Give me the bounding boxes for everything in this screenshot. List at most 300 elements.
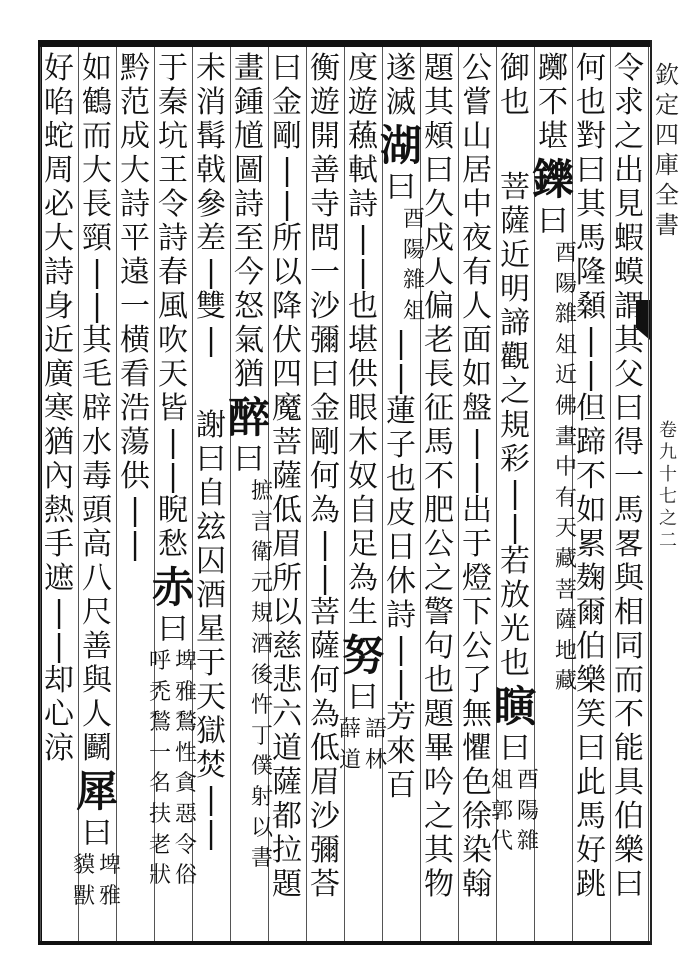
annotation-char: 老 — [148, 832, 171, 858]
column-char: 近 — [44, 323, 74, 358]
column-char: 題 — [424, 697, 454, 732]
column-char: 笑 — [576, 697, 606, 732]
column-char: 于 — [462, 527, 492, 562]
column-char: 句 — [424, 629, 454, 664]
column-char: 遊 — [348, 85, 378, 120]
border-top — [38, 40, 650, 47]
column-char: 顙 — [576, 289, 606, 324]
column-char: 何 — [310, 663, 340, 698]
column-char: 風 — [158, 289, 188, 324]
column-char: 自 — [348, 493, 378, 528]
column-char: | — [281, 153, 293, 188]
column-char: 猶 — [44, 425, 74, 460]
column-char: | — [357, 255, 369, 290]
annotation-char: 元 — [250, 570, 273, 596]
margin-title-char: 欽 — [655, 61, 679, 89]
column-char: 低 — [310, 731, 340, 766]
column-char: 菩 — [500, 170, 530, 205]
column-char: 供 — [348, 357, 378, 392]
column-char: 問 — [310, 221, 340, 256]
column-char: 也 — [424, 663, 454, 698]
annotation-pair — [71, 851, 123, 912]
column-char: 隆 — [576, 255, 606, 290]
column-char: 詩 — [348, 187, 378, 222]
annotation-char: 陽 — [516, 798, 539, 824]
annotation-char: 酉 — [402, 207, 425, 232]
annotation-char: 畫 — [554, 424, 577, 450]
column-char: 曰 — [500, 731, 530, 766]
column-char: 曰 — [158, 612, 188, 647]
annotation-right — [515, 766, 541, 858]
column-char: | — [319, 527, 331, 562]
column-char: 遂 — [386, 51, 416, 86]
annotation-char: 天 — [554, 516, 577, 542]
column-char: 下 — [462, 595, 492, 630]
column-char: 如 — [82, 51, 112, 86]
column-char: 何 — [576, 51, 606, 86]
column-char: 堪 — [538, 119, 568, 154]
column-char: 征 — [424, 391, 454, 426]
annotation-right — [97, 851, 123, 912]
heading-char: 赤 — [151, 563, 194, 612]
column-char: 木 — [348, 425, 378, 460]
column-char: 徐 — [462, 799, 492, 834]
column-char: 于 — [196, 646, 226, 681]
column-char: 彌 — [310, 323, 340, 358]
column-char: 剛 — [272, 119, 302, 154]
column-char: 鶴 — [82, 85, 112, 120]
column-char: 足 — [348, 527, 378, 562]
column-char: 毒 — [82, 459, 112, 494]
column-char: 翰 — [462, 867, 492, 902]
column-char: 得 — [614, 425, 644, 460]
column-char: 衡 — [310, 51, 340, 86]
column-char: 其 — [424, 833, 454, 868]
column-char: 星 — [196, 612, 226, 647]
column-char: 所 — [272, 561, 302, 596]
column-char: | — [281, 187, 293, 222]
column-char: 蟆 — [614, 255, 644, 290]
column-char: | — [205, 255, 217, 290]
column-char: 同 — [614, 629, 644, 664]
column-char: 面 — [462, 323, 492, 358]
column-char: 求 — [614, 85, 644, 120]
column-char: 長 — [82, 187, 112, 222]
annotation-char: 埤 — [174, 649, 197, 674]
margin-volume-char: 九 — [659, 442, 677, 463]
annotation-char: 佛 — [554, 393, 577, 419]
column-char: 也 — [500, 85, 530, 120]
column-char: 玆 — [196, 510, 226, 545]
column-char: 滅 — [386, 85, 416, 120]
margin-title-char: 書 — [655, 211, 679, 239]
column-char: 遠 — [120, 255, 150, 290]
column-char: | — [357, 221, 369, 256]
column-char: 薩 — [272, 459, 302, 494]
column-char: 長 — [424, 357, 454, 392]
column-char: 謂 — [614, 289, 644, 324]
column-char: 天 — [158, 357, 188, 392]
column-char: 以 — [272, 255, 302, 290]
column-char: 今 — [234, 255, 264, 290]
column-char: 看 — [120, 357, 150, 392]
annotation-char: 菩 — [554, 577, 577, 603]
annotation-char: 貪 — [174, 771, 197, 797]
column-char: 囚 — [196, 544, 226, 579]
annotation-char: 雜 — [554, 302, 577, 328]
column-char: 雙 — [196, 289, 226, 324]
column-char: | — [129, 493, 141, 528]
column-char: | — [471, 459, 483, 494]
column-char: 子 — [386, 428, 416, 464]
column-char: 樂 — [614, 833, 644, 868]
heading-char: 湖 — [379, 121, 422, 170]
annotation-char: 近 — [554, 363, 577, 389]
column-char: 公 — [424, 527, 454, 562]
column-char: | — [205, 782, 217, 817]
border-bottom — [38, 941, 650, 945]
column-char: 黔 — [120, 51, 150, 86]
column-char: 詩 — [44, 255, 74, 290]
column-char: | — [509, 476, 521, 511]
annotation-char: 丁 — [250, 723, 273, 749]
column-char: 平 — [120, 221, 150, 256]
column-char: 夜 — [462, 221, 492, 256]
column-char: 廣 — [44, 357, 74, 392]
annotation-char: 地 — [554, 638, 577, 664]
column-char: 獄 — [196, 714, 226, 749]
annotation-char: 俎 — [554, 332, 577, 358]
column-char: 為 — [348, 561, 378, 596]
column-char: 詩 — [234, 187, 264, 222]
column-char: 明 — [500, 272, 530, 307]
annotation-char: 俎 — [490, 768, 513, 793]
column-char: 愁 — [158, 527, 188, 562]
column-char: 樂 — [576, 663, 606, 698]
column-char: 人 — [82, 697, 112, 732]
annotation-char: 語 — [364, 717, 387, 742]
column-char: 伏 — [272, 323, 302, 358]
column-char: 來 — [386, 734, 416, 770]
column-char: 眉 — [272, 527, 302, 562]
column-char: 之 — [500, 374, 530, 409]
annotation-char: 郭 — [490, 798, 513, 824]
annotation-char: 俗 — [174, 863, 197, 889]
column-char: 善 — [310, 153, 340, 188]
column-char: 高 — [82, 527, 112, 562]
column-char: 秦 — [158, 85, 188, 120]
annotation-char: 名 — [148, 771, 171, 797]
column-char: 大 — [120, 153, 150, 188]
column-char: 其 — [614, 323, 644, 358]
column-char: 身 — [44, 289, 74, 324]
column-char: 堪 — [348, 323, 378, 358]
column-char: 色 — [462, 765, 492, 800]
annotation-char: 藏 — [554, 546, 577, 572]
column-char: 春 — [158, 255, 188, 290]
column-char: | — [395, 632, 407, 668]
heading-char: 鑠 — [531, 155, 574, 204]
annotation-char: 酉 — [516, 768, 539, 793]
column-char: 蘓 — [348, 119, 378, 154]
annotation-char: 薛 — [338, 717, 361, 742]
column-char: 觀 — [500, 340, 530, 375]
margin-title-char: 四 — [655, 121, 679, 149]
column-char: 相 — [614, 595, 644, 630]
annotation-char: 令 — [174, 832, 197, 858]
column-char: 范 — [120, 85, 150, 120]
column-char: 戍 — [424, 221, 454, 256]
column-char: 善 — [82, 629, 112, 664]
column-char: 此 — [576, 765, 606, 800]
column-char: 酒 — [196, 578, 226, 613]
annotation-char: 獸 — [72, 883, 95, 909]
column-char: 之 — [614, 119, 644, 154]
column-char: 肥 — [424, 493, 454, 528]
column-char: | — [471, 425, 483, 460]
annotation-char: 雅 — [98, 883, 121, 909]
annotation-char: 酒 — [250, 631, 273, 657]
column-char: 一 — [120, 289, 150, 324]
column-char: 曰 — [310, 357, 340, 392]
annotation-char: 陽 — [554, 271, 577, 297]
column-char: 奴 — [348, 459, 378, 494]
column-char: 眼 — [348, 391, 378, 426]
column-char: 好 — [576, 833, 606, 868]
column-char: 對 — [576, 119, 606, 154]
column-char: 周 — [44, 153, 74, 188]
column-char: 蕩 — [120, 425, 150, 460]
column-char: 自 — [196, 476, 226, 511]
column-char: 蛇 — [44, 119, 74, 154]
annotation-char: 規 — [250, 601, 273, 627]
column-char: | — [53, 595, 65, 630]
column-char: 金 — [272, 85, 302, 120]
column-char: 所 — [272, 221, 302, 256]
column-char: 光 — [500, 612, 530, 647]
column-char: 鬬 — [82, 731, 112, 766]
column-char: 王 — [158, 153, 188, 188]
column-char: 曰 — [196, 442, 226, 477]
column-char: 為 — [310, 493, 340, 528]
column-char: 四 — [272, 357, 302, 392]
margin-volume — [654, 420, 682, 552]
column-char: 曰 — [424, 153, 454, 188]
column-char: 之 — [424, 799, 454, 834]
column-char: 居 — [462, 153, 492, 188]
column-char: 却 — [44, 663, 74, 698]
column-char: | — [205, 816, 217, 851]
column-char: 馬 — [576, 221, 606, 256]
column-char: 薩 — [500, 204, 530, 239]
margin-volume-char: 卷 — [659, 420, 677, 441]
column-char: 也 — [500, 646, 530, 681]
column-char: 馗 — [234, 119, 264, 154]
column-char: 遊 — [310, 85, 340, 120]
column-char: | — [509, 510, 521, 545]
column-char: 頸 — [82, 221, 112, 256]
column-char: 魔 — [272, 391, 302, 426]
column-char: 馬 — [614, 493, 644, 528]
column-char: 偏 — [424, 289, 454, 324]
column-char: 馬 — [424, 425, 454, 460]
column-char: 伯 — [576, 629, 606, 664]
annotation-right — [249, 477, 275, 875]
column-char: 之 — [424, 561, 454, 596]
column-char: 供 — [120, 459, 150, 494]
column-char: 怒 — [234, 289, 264, 324]
column-char: 畧 — [614, 527, 644, 562]
column-char: 也 — [348, 289, 378, 324]
annotation-pair — [147, 647, 199, 892]
annotation-char: 僕 — [250, 754, 273, 780]
column-char: 心 — [44, 697, 74, 732]
column-char: 皆 — [158, 391, 188, 426]
column-char: 沙 — [310, 799, 340, 834]
column-char: 低 — [272, 493, 302, 528]
column-char: 慈 — [272, 629, 302, 664]
column-char: 而 — [614, 663, 644, 698]
column-char: 寒 — [44, 391, 74, 426]
column-char: 物 — [424, 867, 454, 902]
column-char: 髯 — [196, 119, 226, 154]
column-char: 詩 — [386, 598, 416, 634]
margin-volume-char: 之 — [659, 508, 677, 529]
column-char: | — [167, 459, 179, 494]
column-char: 一 — [614, 459, 644, 494]
column-char: | — [91, 255, 103, 290]
column-char: 蓮 — [386, 394, 416, 430]
column-char: 生 — [348, 595, 378, 630]
column-char: 拉 — [272, 833, 302, 868]
annotation-char: 扶 — [148, 801, 171, 827]
column-char: 菩 — [310, 595, 340, 630]
column-char: 曰 — [348, 680, 378, 715]
column-char: 寺 — [310, 187, 340, 222]
annotation-right — [363, 715, 389, 776]
column-char: 浩 — [120, 391, 150, 426]
column-char: 如 — [576, 493, 606, 528]
column-char: 芳 — [386, 700, 416, 736]
annotation-char: 書 — [250, 846, 273, 872]
annotation-char: 以 — [250, 815, 273, 841]
column-char: 令 — [158, 187, 188, 222]
column-char: 人 — [424, 255, 454, 290]
column-char: 與 — [82, 663, 112, 698]
annotation-char: 道 — [338, 747, 361, 773]
margin-volume-char: 二 — [659, 530, 677, 551]
annotation-right — [173, 647, 199, 892]
column-char: | — [395, 326, 407, 362]
margin-volume-char: 十 — [659, 464, 677, 485]
column-char: 道 — [272, 731, 302, 766]
annotation-char: 雅 — [174, 679, 197, 705]
column-char: 消 — [196, 85, 226, 120]
column-char: 荅 — [310, 867, 340, 902]
column-char: 金 — [310, 391, 340, 426]
column-char: 皮 — [386, 496, 416, 532]
column-char: 盤 — [462, 391, 492, 426]
column-char: 軾 — [348, 153, 378, 188]
column-char: 涼 — [44, 731, 74, 766]
column-char: 見 — [614, 187, 644, 222]
heading-char: 犀 — [75, 767, 118, 816]
column-char: 頭 — [82, 493, 112, 528]
column-char: 吹 — [158, 323, 188, 358]
column-char: 至 — [234, 221, 264, 256]
column-char: 無 — [462, 697, 492, 732]
column-char: 尺 — [82, 595, 112, 630]
column-char: 氣 — [234, 323, 264, 358]
column-char: 爾 — [576, 595, 606, 630]
column-char: | — [205, 323, 217, 358]
column-char: 蝦 — [614, 221, 644, 256]
column-char: 曰 — [272, 51, 302, 86]
column-char: 不 — [614, 697, 644, 732]
column-rule — [648, 47, 649, 941]
column-char: 都 — [272, 799, 302, 834]
annotation-char: 藏 — [554, 669, 577, 695]
column-char: 鍾 — [234, 85, 264, 120]
column-char: 了 — [462, 663, 492, 698]
annotation-char: 惡 — [174, 801, 197, 827]
column-char: 燈 — [462, 561, 492, 596]
column-char: 但 — [576, 391, 606, 426]
column-char: 六 — [272, 697, 302, 732]
column-char: 畢 — [424, 731, 454, 766]
column-char: 伯 — [614, 799, 644, 834]
column-char: 馬 — [576, 799, 606, 834]
column-char: 有 — [462, 255, 492, 290]
column-char: 與 — [614, 561, 644, 596]
column-char: 謝 — [196, 408, 226, 443]
column-char: 曰 — [234, 442, 264, 477]
column-char: 諦 — [500, 306, 530, 341]
column-char: 放 — [500, 578, 530, 613]
column-char: 休 — [386, 564, 416, 600]
annotation-char: 摭 — [250, 479, 273, 504]
column-char: 百 — [386, 768, 416, 804]
column-char: 何 — [310, 459, 340, 494]
column-char: | — [319, 561, 331, 596]
column-char: 近 — [500, 238, 530, 273]
heading-char: 醉 — [227, 393, 270, 442]
column-char: 嘗 — [462, 85, 492, 120]
column-char: 遮 — [44, 561, 74, 596]
column-char: 麹 — [576, 561, 606, 596]
column-char: 日 — [386, 530, 416, 566]
column-char: 畫 — [234, 51, 264, 86]
column-char: 而 — [82, 119, 112, 154]
column-char: 山 — [462, 119, 492, 154]
column-char: 不 — [538, 85, 568, 120]
column-char: 其 — [576, 187, 606, 222]
column-char: 跳 — [576, 867, 606, 902]
column-char: 能 — [614, 731, 644, 766]
column-char: 不 — [576, 459, 606, 494]
annotation-char: 衛 — [250, 540, 273, 566]
column-char: 成 — [120, 119, 150, 154]
column-char: 內 — [44, 459, 74, 494]
column-char: 公 — [462, 51, 492, 86]
column-char: 猶 — [234, 357, 264, 392]
annotation-char: 後 — [250, 662, 273, 688]
annotation-char: 呼 — [148, 649, 171, 674]
text-column — [33, 52, 85, 766]
column-char: 也 — [576, 85, 606, 120]
column-char: 累 — [576, 527, 606, 562]
column-char: 題 — [424, 51, 454, 86]
